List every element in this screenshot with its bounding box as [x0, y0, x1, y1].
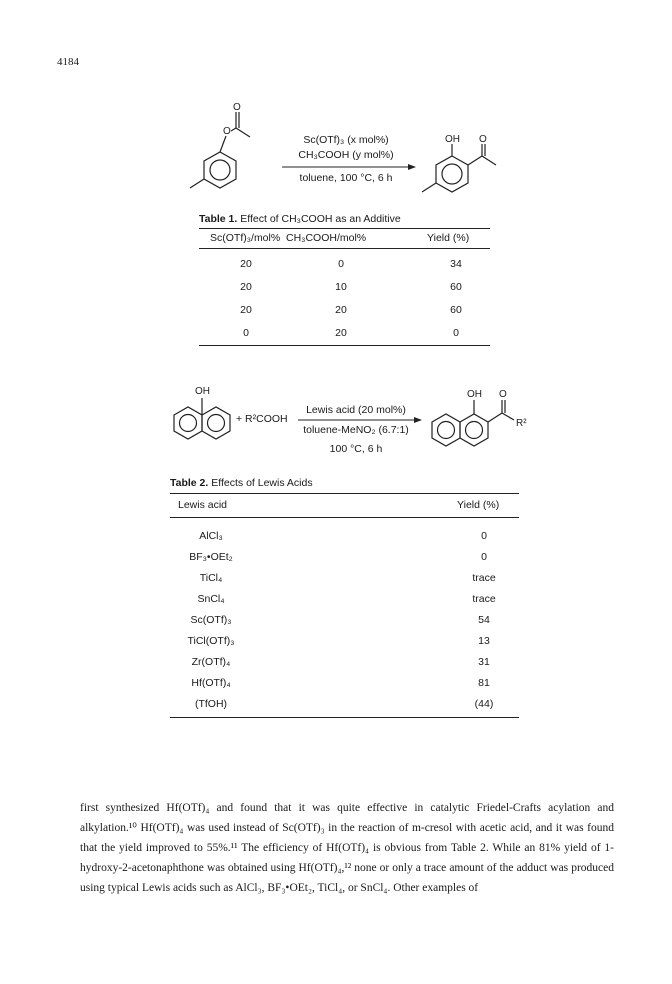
scheme-1-conditions: toluene, 100 °C, 6 h [299, 172, 393, 184]
table-1-label: Table 1. [199, 213, 238, 225]
table-row: 0 [481, 530, 487, 542]
table-row: 34 [450, 258, 462, 270]
table-row: 13 [478, 635, 490, 647]
product-oh-label: OH [445, 134, 460, 145]
scheme-1-reagent-1: Sc(OTf)₃ (x mol%) [303, 134, 389, 146]
ester-oxygen-label: O [223, 126, 231, 137]
table-row: 0 [453, 327, 459, 339]
acylnaphthol-structure [432, 400, 514, 446]
table-1-header-yield: Yield (%) [427, 232, 470, 244]
table-row: 31 [478, 656, 490, 668]
table-2-header-rule [170, 517, 519, 518]
table-2-header-yield: Yield (%) [457, 499, 500, 511]
table-1-header-rule [199, 248, 490, 249]
carbonyl-oxygen-label: O [233, 102, 241, 113]
table-row: 20 [335, 304, 347, 316]
table-1-top-rule [199, 228, 490, 229]
table-row: 20 [335, 327, 347, 339]
scheme-2-reagent-2: toluene-MeNO₂ (6.7:1) [303, 424, 409, 436]
m-tolyl-acetate-structure [190, 112, 250, 188]
table-2-title: Effects of Lewis Acids [211, 477, 313, 489]
scheme-2-reagent-1: Lewis acid (20 mol%) [306, 404, 406, 416]
table-row: BF₃•OEt₂ [189, 551, 233, 563]
scheme-1-structures [0, 0, 672, 220]
hydroxyacetophenone-structure [422, 144, 496, 192]
scheme-2-structures [0, 370, 672, 470]
table-1-bottom-rule [199, 345, 490, 346]
page-number: 4184 [57, 56, 79, 68]
body-paragraph [80, 798, 614, 898]
table-1-header-sc: Sc(OTf)₃/mol% [210, 232, 281, 244]
scheme-2-reagent-3: 100 °C, 6 h [329, 443, 383, 455]
naphthol-oh-label: OH [195, 386, 210, 397]
table-2-top-rule [170, 493, 519, 494]
table-row: 0 [481, 551, 487, 563]
table-1-header-acid: CH₃COOH/mol% [286, 232, 367, 244]
table-row: 60 [450, 281, 462, 293]
table-row: TiCl₄ [199, 572, 223, 584]
table-row: Hf(OTf)₄ [191, 677, 231, 689]
table-2-caption [170, 477, 313, 489]
naphthol-structure [174, 398, 230, 439]
table-row: trace [472, 572, 496, 584]
table-row: trace [472, 593, 496, 605]
table-2-bottom-rule [170, 717, 519, 718]
reaction-arrow-2-head [414, 417, 422, 423]
scheme-1-reagent-2: CH₃COOH (y mol%) [298, 149, 394, 161]
product-2-o-label: O [499, 389, 507, 400]
product-2-r-label: R² [516, 418, 527, 429]
table-row: 20 [240, 304, 252, 316]
scheme-2-plus-reagent: + R²COOH [236, 413, 288, 425]
table-row: AlCl₃ [199, 530, 223, 542]
table-row: TiCl(OTf)₃ [187, 635, 235, 647]
table-row: 20 [240, 281, 252, 293]
table-row: SnCl₄ [197, 593, 225, 605]
table-row: 20 [240, 258, 252, 270]
table-2-label: Table 2. [170, 477, 209, 489]
table-row: 81 [478, 677, 490, 689]
table-row: Zr(OTf)₄ [191, 656, 231, 668]
table-row: 60 [450, 304, 462, 316]
product-o-label: O [479, 134, 487, 145]
table-row: 0 [243, 327, 249, 339]
table-row: 54 [478, 614, 490, 626]
table-row: 10 [335, 281, 347, 293]
table-1-caption [199, 213, 401, 225]
table-row: (44) [474, 698, 494, 710]
table-row: 0 [338, 258, 344, 270]
table-1-title: Effect of CH₃COOH as an Additive [240, 213, 401, 225]
product-2-oh-label: OH [467, 389, 482, 400]
table-2-header-lewis-acid: Lewis acid [178, 499, 228, 511]
body-paragraph-text: first synthesized Hf(OTf)₄ and found that it was quite effective in catalytic Friedel-Crafts acylation and alkylation.¹⁰ Hf(OTf)₄ was used instead of Sc(OTf)₃ in the reaction of m-cresol with acetic acid, and it was found that the yield improved to 55%.¹¹ The efficiency of Hf(OTf)₄ is obvious from Table 2. While an 81% yield of 1-hydroxy-2-acetonaphthone was obtained using Hf(OTf)₄,¹² none or only a trace amount of the adduct was produced using typical Lewis acids such as AlCl₃, BF₃•OEt₂, TiCl₄, or SnCl₄. Other examples of [80, 802, 614, 894]
reaction-arrow-1-head [408, 164, 416, 170]
table-row: (TfOH) [194, 698, 228, 710]
table-row: Sc(OTf)₃ [190, 614, 232, 626]
